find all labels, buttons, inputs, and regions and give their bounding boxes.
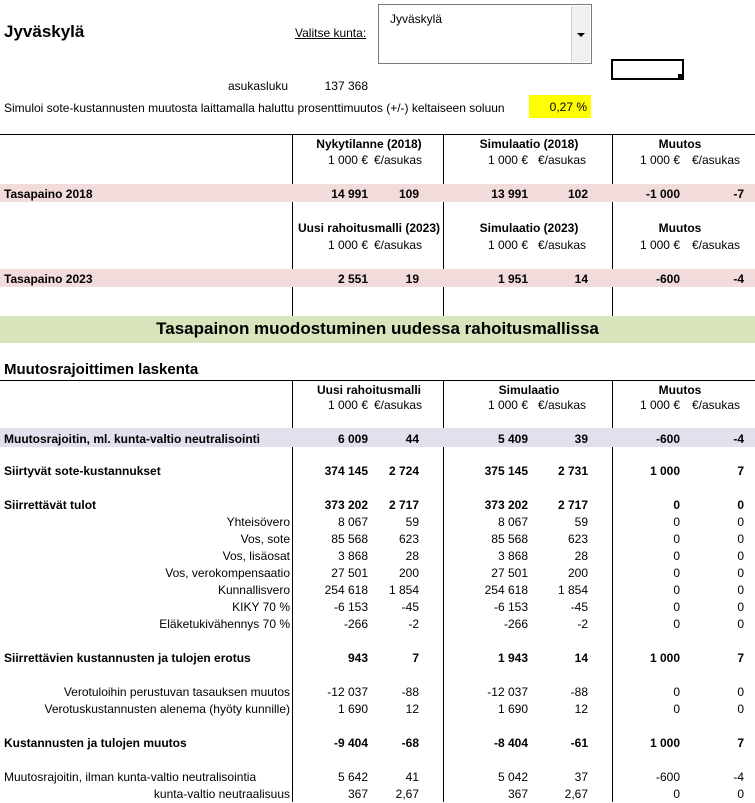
cell-value: 0 [737,532,744,546]
table-row [0,463,755,480]
cell-value: 27 501 [491,566,528,580]
cell-value: 0 [737,617,744,631]
column-divider [443,134,444,316]
cell-value: 0 [737,685,744,699]
header-change-2023: Muutos [658,221,702,235]
unit-label: 1 000 € [487,153,528,167]
cell-value: 1 000 [649,736,680,750]
header-simulation-2018: Simulaatio (2018) [479,137,579,151]
unit-label: 1 000 € [639,238,680,252]
population-value: 137 368 [324,79,368,93]
cell-value: -7 [733,187,744,201]
cell-value: 0 [673,532,680,546]
row-label: Verotuskustannusten alenema (hyöty kunnille) [44,702,290,716]
table-row [0,701,755,718]
cell-value: 367 [347,787,368,801]
cell-value: 2,67 [395,787,419,801]
cell-value: 0 [737,549,744,563]
fill-handle[interactable] [678,74,683,79]
cell-value: -2 [577,617,588,631]
header-simulation-2023: Simulaatio (2023) [479,221,579,235]
cell-value: 8 067 [337,515,368,529]
section-title: Muutosrajoittimen laskenta [4,361,199,378]
cell-value: -600 [655,272,680,286]
cell-value: 7 [737,651,744,665]
cell-value: 109 [398,187,419,201]
cell-value: 1 690 [337,702,368,716]
table-row [0,599,755,616]
cell-value: 1 854 [557,583,588,597]
unit-label: 1 000 € [487,398,528,412]
cell-value: 2 551 [337,272,368,286]
cell-value: 85 568 [491,532,528,546]
cell-value: -8 404 [493,736,528,750]
row-label: kunta-valtio neutraalisuus [153,787,290,801]
cell-value: 12 [405,702,419,716]
row-label: Muutosrajoitin, ml. kunta-valtio neutralisointi [4,432,261,446]
row-label: Siirrettävät tulot [4,498,97,512]
unit-label: €/asukas [537,153,586,167]
cell-value: 3 868 [337,549,368,563]
unit-label: 1 000 € [327,153,368,167]
cell-value: 0 [737,583,744,597]
cell-value: 373 202 [484,498,528,512]
unit-label: €/asukas [373,153,422,167]
cell-value: 12 [574,702,588,716]
row-label: Siirtyvät sote-kustannukset [4,464,161,478]
cell-value: 27 501 [331,566,368,580]
cell-value: -266 [503,617,528,631]
cell-value: -266 [343,617,368,631]
header-change: Muutos [658,383,702,397]
selected-cell[interactable] [611,59,684,80]
unit-label: €/asukas [373,238,422,252]
table-row [0,684,755,701]
cell-value: 6 009 [337,432,368,446]
cell-value: 0 [673,685,680,699]
cell-value: 1 000 [649,464,680,478]
cell-value: 44 [405,432,419,446]
simulate-percent-cell[interactable] [529,95,591,118]
cell-value: 0 [673,600,680,614]
table-row [0,616,755,633]
cell-value: 2 717 [557,498,588,512]
unit-label: 1 000 € [327,398,368,412]
divider [0,134,755,135]
cell-value: 0 [673,549,680,563]
cell-value: -1 000 [645,187,680,201]
cell-value: -600 [655,770,680,784]
cell-value: -9 404 [333,736,368,750]
simulate-instruction: Simuloi sote-kustannusten muutosta laittamalla haluttu prosenttimuutos (+/-) keltaiseen soluun [4,101,505,115]
cell-value: 5 642 [337,770,368,784]
unit-label: €/asukas [691,398,740,412]
cell-value: 375 145 [484,464,528,478]
cell-value: 254 618 [324,583,368,597]
cell-value: 28 [405,549,419,563]
municipality-select-value: Jyväskylä [390,12,443,26]
cell-value: 0 [737,702,744,716]
row-label: KIKY 70 % [232,600,290,614]
cell-value: -2 [408,617,419,631]
cell-value: 39 [574,432,588,446]
page-title: Jyväskylä [4,22,85,41]
cell-value: 5 409 [497,432,528,446]
cell-value: -88 [401,685,419,699]
section-banner-title: Tasapainon muodostuminen uudessa rahoitusmallissa [156,319,599,338]
cell-value: 0 [673,515,680,529]
cell-value: -600 [655,432,680,446]
divider [0,380,755,381]
cell-value: 1 943 [497,651,528,665]
cell-value: -6 153 [493,600,528,614]
unit-label: €/asukas [537,238,586,252]
table-row [0,497,755,514]
unit-label: 1 000 € [487,238,528,252]
table-row [0,650,755,667]
cell-value: 1 951 [497,272,528,286]
cell-value: 14 [574,651,588,665]
row-label: Vos, lisäosat [222,549,290,563]
cell-value: 374 145 [324,464,368,478]
cell-value: 0 [737,787,744,801]
header-change-2018: Muutos [658,137,702,151]
cell-value: 59 [405,515,419,529]
cell-value: 7 [412,651,419,665]
row-label: Kustannusten ja tulojen muutos [4,736,187,750]
balance-2018-label: Tasapaino 2018 [4,187,93,201]
cell-value: -4 [733,770,744,784]
cell-value: 943 [347,651,368,665]
cell-value: 8 067 [497,515,528,529]
row-label: Muutosrajoitin, ilman kunta-valtio neutralisointia [4,770,257,784]
cell-value: 623 [398,532,419,546]
cell-value: 102 [567,187,588,201]
cell-value: 373 202 [324,498,368,512]
balance-2023-label: Tasapaino 2023 [4,272,93,286]
cell-value: 1 000 [649,651,680,665]
cell-value: 2 731 [557,464,588,478]
cell-value: -12 037 [327,685,368,699]
unit-label: 1 000 € [327,238,368,252]
cell-value: -45 [401,600,419,614]
population-label: asukasluku [228,79,289,93]
cell-value: 37 [574,770,588,784]
cell-value: 0 [673,583,680,597]
table-row [0,786,755,803]
cell-value: -88 [570,685,588,699]
cell-value: -4 [733,432,744,446]
cell-value: 7 [737,736,744,750]
unit-label: €/asukas [373,398,422,412]
chevron-down-icon [577,33,585,37]
cell-value: 0 [673,617,680,631]
cell-value: 0 [673,702,680,716]
cell-value: 2,67 [564,787,588,801]
table-row [0,565,755,582]
row-label: Verotuloihin perustuvan tasauksen muutos [63,685,290,699]
cell-value: 3 868 [497,549,528,563]
row-label: Vos, sote [240,532,290,546]
cell-value: -68 [401,736,419,750]
row-label: Vos, verokompensaatio [165,566,290,580]
cell-value: 254 618 [484,583,528,597]
header-simulation: Simulaatio [498,383,560,397]
row-label: Siirrettävien kustannusten ja tulojen erotus [4,651,251,665]
cell-value: 623 [567,532,588,546]
table-row [0,548,755,565]
cell-value: -4 [733,272,744,286]
cell-value: 0 [737,566,744,580]
cell-value: 2 717 [388,498,419,512]
select-label: Valitse kunta: [295,26,367,40]
table-row [0,582,755,599]
cell-value: 5 042 [497,770,528,784]
simulate-percent-value: 0,27 % [549,100,587,114]
cell-value: 7 [737,464,744,478]
unit-label: 1 000 € [639,153,680,167]
cell-value: 0 [737,600,744,614]
cell-value: 2 724 [388,464,419,478]
row-label: Kunnallisvero [217,583,290,597]
unit-label: 1 000 € [639,398,680,412]
column-divider [292,134,293,316]
unit-label: €/asukas [691,238,740,252]
cell-value: 41 [405,770,419,784]
municipality-select[interactable] [378,4,592,64]
cell-value: 200 [398,566,419,580]
cell-value: 0 [673,566,680,580]
table-row [0,735,755,752]
cell-value: 0 [737,515,744,529]
table-row [0,431,755,448]
cell-value: 367 [507,787,528,801]
cell-value: 19 [405,272,419,286]
cell-value: -6 153 [333,600,368,614]
dropdown-button[interactable] [571,6,590,62]
header-new-model-2023: Uusi rahoitusmalli (2023) [297,221,441,235]
cell-value: 1 690 [497,702,528,716]
unit-label: €/asukas [691,153,740,167]
cell-value: 14 991 [331,187,368,201]
cell-value: -12 037 [487,685,528,699]
cell-value: 14 [574,272,588,286]
cell-value: 1 854 [388,583,419,597]
cell-value: 0 [737,498,744,512]
cell-value: 0 [673,787,680,801]
unit-label: €/asukas [537,398,586,412]
row-label: Eläketukivähennys 70 % [159,617,290,631]
cell-value: 0 [673,498,680,512]
header-new-model: Uusi rahoitusmalli [316,383,422,397]
cell-value: -45 [570,600,588,614]
row-label: Yhteisövero [226,515,290,529]
header-current-2018: Nykytilanne (2018) [316,137,422,151]
table-row [0,769,755,786]
table-row [0,531,755,548]
cell-value: 59 [574,515,588,529]
cell-value: 85 568 [331,532,368,546]
cell-value: -61 [570,736,588,750]
table-row [0,514,755,531]
cell-value: 13 991 [491,187,528,201]
cell-value: 200 [567,566,588,580]
cell-value: 28 [574,549,588,563]
